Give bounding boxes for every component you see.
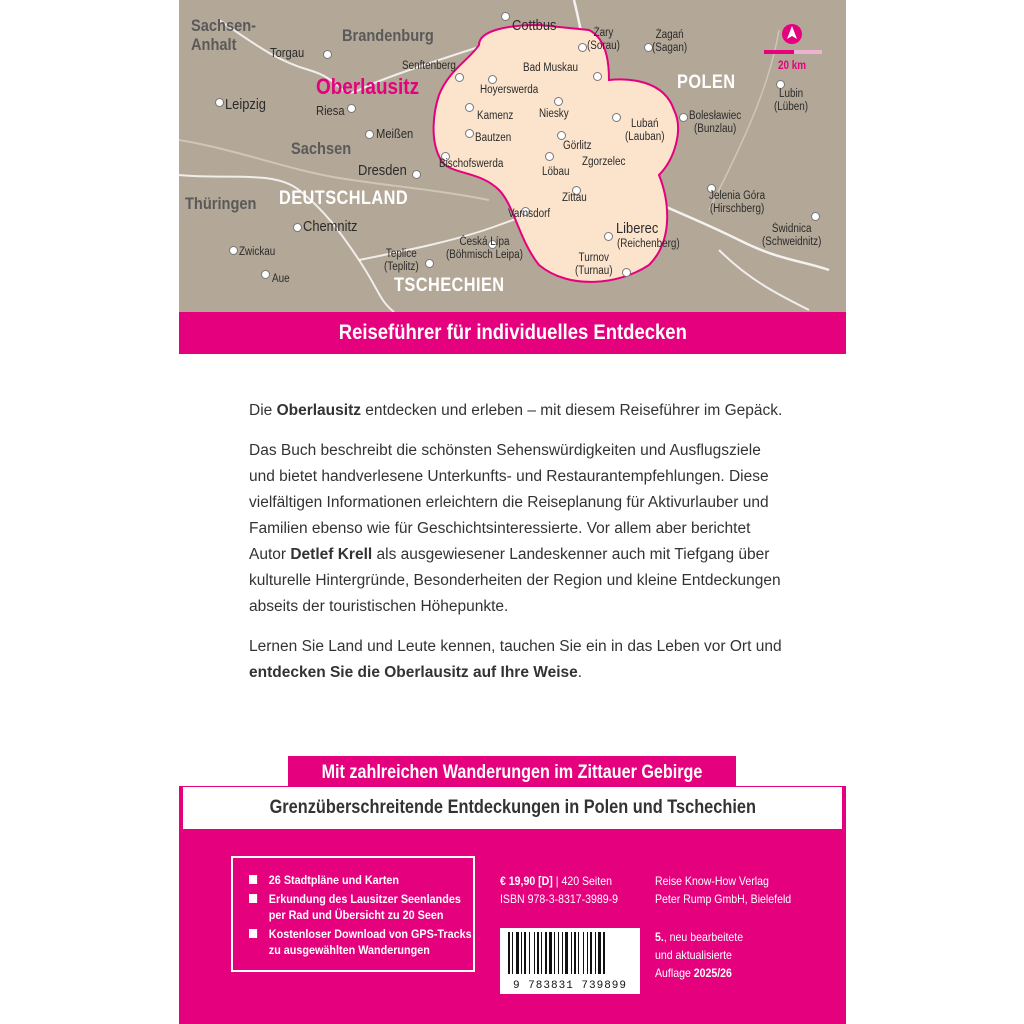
text-run: Lernen Sie Land und Leute kennen, tauchen Sie ein in das Leben vor Ort und: [249, 638, 782, 655]
town-label-turnov: Turnov (Turnau): [575, 252, 613, 277]
town-label-aue: Aue: [272, 273, 290, 285]
town-label-zwickau: Zwickau: [239, 246, 276, 258]
description-paragraph-3: [249, 634, 789, 686]
town-dot: [604, 232, 613, 241]
town-label-niesky: Niesky: [539, 108, 569, 120]
map-scale: [764, 20, 824, 70]
region-label-sachsen: Sachsen: [291, 139, 352, 158]
town-dot: [557, 131, 566, 140]
town-label-swidnica: Świdnica (Schweidnitz): [762, 223, 822, 248]
town-dot: [679, 113, 688, 122]
feature-text: Erkundung des Lausitzer Seenlandes per Rad und Übersicht zu 20 Seen: [268, 892, 461, 922]
feature-item: [249, 891, 476, 923]
features-list: [233, 858, 473, 958]
town-label-meissen: Meißen: [376, 126, 414, 141]
town-dot: [347, 104, 356, 113]
scale-label: 20 km: [778, 60, 807, 72]
town-label-bad-muskau: Bad Muskau: [523, 62, 578, 74]
town-dot: [554, 97, 563, 106]
town-label-bautzen: Bautzen: [475, 132, 512, 144]
text-bold: Detlef Krell: [290, 546, 373, 563]
town-label-goerlitz: Görlitz: [563, 140, 592, 152]
town-dot: [488, 75, 497, 84]
town-label-loebau: Löbau: [542, 166, 570, 178]
town-dot: [365, 130, 374, 139]
isbn: ISBN 978-3-8317-3989-9: [500, 892, 619, 906]
price: € 19,90 [D]: [500, 874, 553, 888]
text-run: Das Buch beschreibt die schönsten Sehenswürdigkeiten und Ausflugsziele und bietet handverlesene Unterkunfts- und Restaurantempfehlungen. Diese vielfältigen Informationen erleichtern die Reiseplanung für Aktivurlauber und Familien ebenso wie für Geschichtsinteressierte. Vor allem aber berichtet Autor: [249, 442, 769, 563]
town-dot: [622, 268, 631, 277]
price-info: [500, 872, 618, 908]
book-back-cover: [179, 0, 846, 1024]
town-dot: [593, 72, 602, 81]
town-label-varnsdorf: Varnsdorf: [508, 208, 551, 220]
town-dot: [578, 43, 587, 52]
text-bold: entdecken Sie die Oberlausitz auf Ihre Weise: [249, 664, 578, 681]
edition-line-3-pre: Auflage: [655, 966, 694, 980]
town-dot: [612, 113, 621, 122]
town-label-liberec-de: (Reichenberg): [617, 238, 680, 250]
town-label-teplice: Teplice (Teplitz): [384, 248, 419, 273]
town-label-zary: Żary (Sorau): [587, 27, 620, 52]
publisher-info: [655, 872, 791, 908]
barcode: [500, 928, 640, 994]
features-box: [231, 856, 475, 972]
town-dot: [261, 270, 270, 279]
edition-line-2: und aktualisierte: [655, 948, 732, 962]
banner-title: [179, 312, 846, 354]
edition-number: 5.: [655, 930, 664, 944]
tagline-hiking-text: Mit zahlreichen Wanderungen im Zittauer Gebirge: [321, 762, 703, 783]
town-label-zgorzelec: Zgorzelec: [582, 156, 626, 168]
town-label-riesa: Riesa: [316, 103, 345, 118]
town-dot: [323, 50, 332, 59]
feature-text: Kostenloser Download von GPS-Tracks zu ausgewählten Wanderungen: [268, 927, 472, 957]
town-label-senftenberg: Senftenberg: [402, 60, 456, 72]
page-count: | 420 Seiten: [555, 874, 612, 888]
highlight-label-oberlausitz: Oberlausitz: [316, 74, 420, 99]
town-label-ceska-lipa: Česká Lípa (Böhmisch Leipa): [446, 236, 523, 261]
text-run: als ausgewiesener Landeskenner auch mit Tiefgang über kulturelle Hintergründe, Besonderheiten der Region und kleine Entdeckungen abseits der touristischen Höhepunkte.: [249, 546, 781, 615]
town-dot: [455, 73, 464, 82]
edition-line-1: , neu bearbeitete: [663, 930, 744, 944]
town-label-zagan: Żagań (Sagan): [652, 29, 688, 54]
banner-title-text: Reiseführer für individuelles Entdecken: [338, 321, 687, 344]
town-label-leipzig: Leipzig: [225, 96, 266, 113]
town-dot: [545, 152, 554, 161]
town-dot: [501, 12, 510, 21]
town-label-bischofswerda: Bischofswerda: [439, 158, 504, 170]
region-label-sachsen-anhalt: Sachsen- Anhalt: [191, 16, 257, 54]
town-label-luban: Lubań (Lauban): [625, 118, 665, 143]
edition-year: 2025/26: [693, 966, 732, 980]
region-label-brandenburg: Brandenburg: [342, 26, 434, 45]
town-dot: [229, 246, 238, 255]
town-label-cottbus: Cottbus: [512, 17, 557, 34]
town-dot: [465, 129, 474, 138]
town-label-liberec: Liberec: [616, 220, 659, 237]
text-bold: Oberlausitz: [276, 402, 361, 419]
feature-item: [249, 872, 476, 888]
description-paragraph-1: [249, 398, 789, 424]
country-label-tschechien: TSCHECHIEN: [394, 275, 505, 296]
town-dot: [425, 259, 434, 268]
country-label-deutschland: DEUTSCHLAND: [279, 188, 409, 209]
town-label-kamenz: Kamenz: [477, 110, 514, 122]
tagline-border-text: Grenzüberschreitende Entdeckungen in Polen und Tschechien: [269, 797, 756, 818]
checkbox-square-icon: [249, 894, 257, 903]
text-run: .: [577, 664, 583, 681]
town-label-zittau: Zittau: [562, 192, 587, 204]
barcode-digits: 9 783831 739899: [512, 980, 628, 992]
region-label-thueringen: Thüringen: [185, 194, 257, 213]
town-label-dresden: Dresden: [358, 162, 407, 179]
town-label-jelenia-gora: Jelenia Góra (Hirschberg): [709, 190, 766, 215]
publisher-line-2: Peter Rump GmbH, Bielefeld: [655, 892, 792, 906]
town-dot: [811, 212, 820, 221]
feature-text: 26 Stadtpläne und Karten: [268, 873, 400, 887]
feature-item: [249, 926, 476, 958]
region-map: [179, 0, 846, 312]
town-dot: [465, 103, 474, 112]
town-dot: [412, 170, 421, 179]
description-paragraph-2: [249, 438, 789, 620]
edition-info: [655, 928, 743, 982]
text-run: Die: [249, 402, 277, 419]
country-label-polen: POLEN: [677, 72, 736, 93]
tagline-hiking: [288, 756, 736, 790]
town-label-lubin: Lubin (Lüben): [774, 88, 809, 113]
town-label-boleslawiec: Bolesławiec (Bunzlau): [689, 110, 742, 135]
tagline-border: [183, 787, 842, 829]
checkbox-square-icon: [249, 929, 257, 938]
town-label-torgau: Torgau: [270, 45, 305, 60]
publisher-line-1: Reise Know-How Verlag: [655, 874, 769, 888]
town-label-chemnitz: Chemnitz: [303, 218, 358, 235]
text-run: entdecken und erleben – mit diesem Reiseführer im Gepäck.: [361, 402, 783, 419]
town-label-hoyerswerda: Hoyerswerda: [480, 84, 539, 96]
barcode-graphic: [500, 928, 640, 978]
town-dot: [293, 223, 302, 232]
description: [249, 398, 789, 700]
checkbox-square-icon: [249, 875, 257, 884]
town-dot: [215, 98, 224, 107]
